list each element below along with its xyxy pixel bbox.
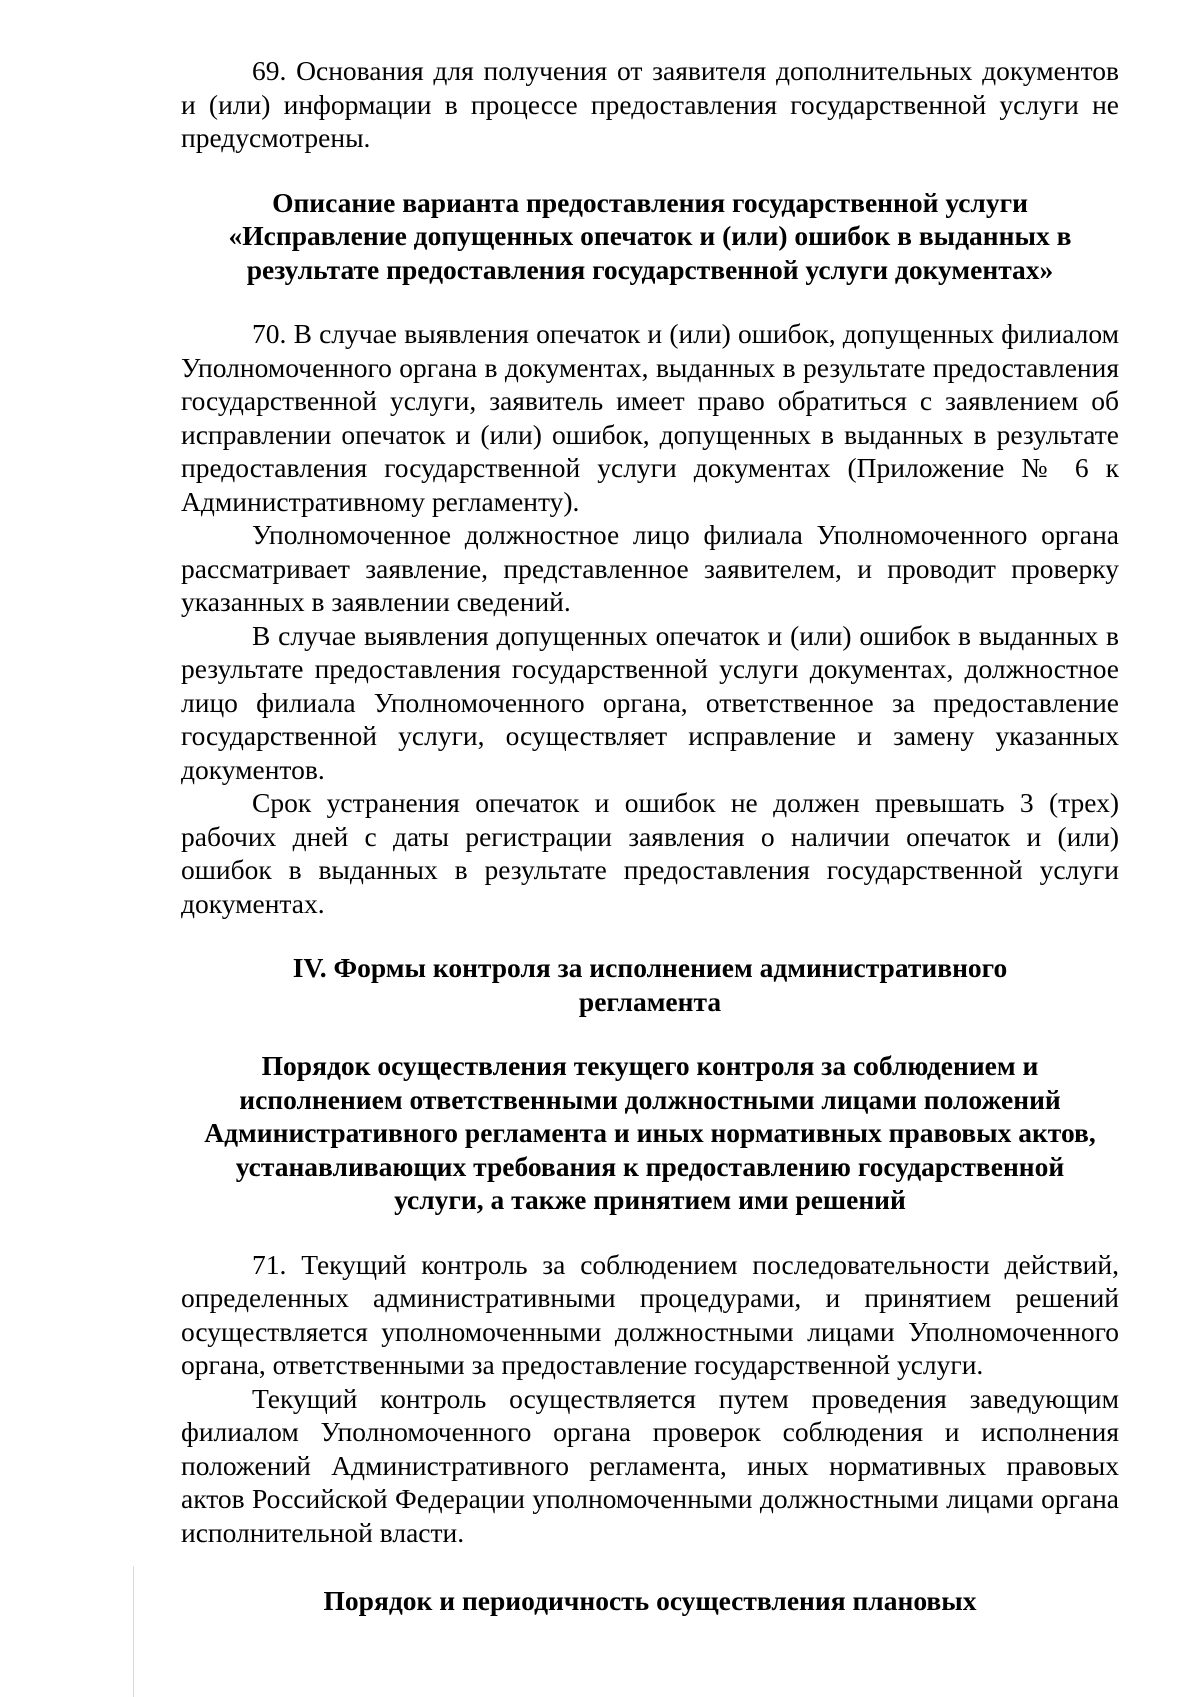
- heading-line: IV. Формы контроля за исполнением административного: [292, 952, 1008, 983]
- heading-line: Административного регламента и иных нормативных правовых актов,: [204, 1117, 1096, 1148]
- paragraph-69: 69. Основания для получения от заявителя дополнительных документов и (или) информации в процессе предоставления государственной услуги не предусмотрены.: [181, 55, 1119, 153]
- document-body: [181, 54, 1119, 1618]
- heading-line: исполнением ответственными должностными лицами положений: [239, 1083, 1061, 1115]
- paragraph-70-deadline: Срок устранения опечаток и ошибок не должен превышать 3 (трех) рабочих дней с даты регистрации заявления о наличии опечаток и (или) ошибок в выданных в результате предоставления государственной услуги документах.: [181, 787, 1119, 919]
- heading-line: Порядок и периодичность осуществления плановых: [323, 1585, 977, 1616]
- heading-section-4: [181, 951, 1119, 1018]
- paragraph-70: 70. В случае выявления опечаток и (или) ошибок, допущенных филиалом Уполномоченного органа в документах, выданных в результате предоставления государственной услуги, заявитель имеет право обратиться с заявлением об исправлении опечаток и (или) ошибок, допущенных в выданных в результате предоставления государственной услуги документах (Приложение № 6 к Административному регламенту).: [181, 318, 1119, 517]
- paragraph-71: 71. Текущий контроль за соблюдением последовательности действий, определенных административными процедурами, и принятием решений осуществляется уполномоченными должностными лицами Уполномоченного органа, ответственными за предоставление государственной услуги.: [181, 1248, 1119, 1380]
- paragraph-71-inspections: Текущий контроль осуществляется путем проведения заведующим филиалом Уполномоченного органа проверок соблюдения и исполнения положений Административного регламента, иных нормативных правовых актов Российской Федерации уполномоченными должностными лицами органа исполнительной власти.: [181, 1382, 1119, 1548]
- heading-line: результате предоставления государственной услуги документах»: [246, 253, 1054, 285]
- heading-line: регламента: [578, 985, 722, 1017]
- heading-current-control: [181, 1049, 1119, 1217]
- heading-line: услуги, а также принятием ими решений: [394, 1184, 906, 1215]
- heading-service-variant: [181, 186, 1119, 287]
- heading-planned-inspections: [181, 1584, 1119, 1618]
- paragraph-70-review: Уполномоченное должностное лицо филиала Уполномоченного органа рассматривает заявление, представленное заявителем, и проводит проверку указанных в заявлении сведений.: [181, 519, 1119, 617]
- heading-line: Порядок осуществления текущего контроля за соблюдением и: [261, 1050, 1039, 1081]
- scan-margin-line: [133, 1566, 134, 1697]
- heading-line: устанавливающих требования к предоставлению государственной: [235, 1150, 1065, 1182]
- heading-line: Описание варианта предоставления государственной услуги: [272, 186, 1028, 218]
- paragraph-70-correction: В случае выявления допущенных опечаток и (или) ошибок в выданных в результате предоставления государственной услуги документах, должностное лицо филиала Уполномоченного органа, ответственное за предоставление государственной услуги, осуществляет исправление и замену указанных документов.: [181, 619, 1119, 785]
- heading-line: «Исправление допущенных опечаток и (или) ошибок в выданных в: [228, 220, 1072, 251]
